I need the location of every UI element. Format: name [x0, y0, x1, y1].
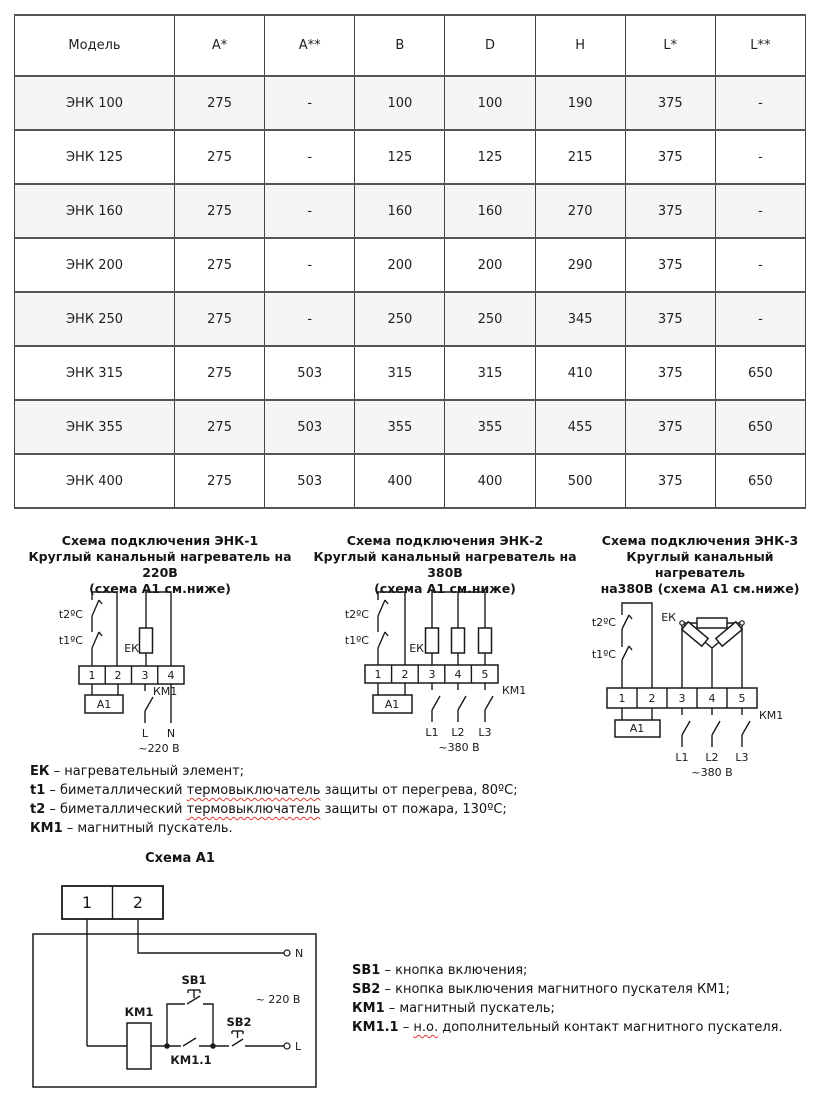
- value-cell: -: [265, 238, 355, 292]
- value-cell: 160: [445, 184, 535, 238]
- value-cell: 275: [175, 184, 265, 238]
- diagram2-title-line1: Схема подключения ЭНК-2: [346, 533, 544, 548]
- value-cell: 503: [265, 454, 355, 508]
- terminal-block: [365, 665, 498, 683]
- a1-module: [615, 708, 660, 737]
- terminal-block: [79, 666, 184, 684]
- legend-term: КМ1.1: [352, 1020, 399, 1035]
- terminal-5: 5: [481, 668, 489, 681]
- km1-contacts: [432, 683, 526, 722]
- value-cell: -: [265, 184, 355, 238]
- legend-term: КМ1: [352, 1001, 385, 1016]
- table-row: [15, 292, 806, 346]
- km1-label: КМ1: [502, 684, 527, 697]
- a1-label: А1: [629, 722, 645, 735]
- t2-label: t2ºC: [591, 616, 616, 629]
- value-cell: 500: [535, 454, 625, 508]
- value-cell: -: [715, 130, 805, 184]
- model-cell: ЭНК 160: [15, 184, 175, 238]
- value-cell: 375: [625, 238, 715, 292]
- value-cell: 160: [355, 184, 445, 238]
- value-cell: 125: [355, 130, 445, 184]
- terminal-3: 3: [678, 692, 686, 705]
- heater-legend: [30, 762, 550, 838]
- neutral-n-label: N: [166, 727, 176, 740]
- diagram2-title-line2: Круглый канальный нагреватель на 380В: [313, 549, 577, 580]
- a1-label: А1: [384, 698, 400, 711]
- value-cell: 650: [715, 400, 805, 454]
- phase-l2-label: L2: [705, 751, 719, 764]
- column-header: D: [445, 15, 535, 76]
- legend-term: t2: [30, 802, 46, 817]
- value-cell: -: [715, 238, 805, 292]
- heater-branch: [409, 592, 491, 665]
- value-cell: 275: [175, 292, 265, 346]
- t2-switch-icon: [622, 615, 632, 629]
- heater-delta-branch: [661, 611, 744, 688]
- value-cell: 315: [355, 346, 445, 400]
- diagram3-title-line2: Круглый канальный нагреватель: [626, 549, 774, 580]
- value-cell: 375: [625, 184, 715, 238]
- value-cell: 290: [535, 238, 625, 292]
- model-cell: ЭНК 125: [15, 130, 175, 184]
- diagram3-title-line1: Схема подключения ЭНК-3: [601, 533, 799, 548]
- phase-l-label: L: [141, 727, 149, 740]
- t2-switch-icon: [378, 600, 388, 616]
- km1-contacts: [682, 708, 783, 747]
- legend-term: ЕК: [30, 764, 50, 779]
- heater-resistor-icon: [697, 618, 727, 628]
- phase-l1-label: L1: [425, 726, 439, 739]
- model-cell: ЭНК 200: [15, 238, 175, 292]
- neutral-n-label: N: [295, 947, 304, 960]
- terminal-2: 2: [401, 668, 409, 681]
- heater-resistor-icon: [426, 628, 439, 653]
- t1-label: t1ºC: [591, 648, 616, 661]
- t1-switch-icon: [378, 632, 388, 648]
- value-cell: -: [715, 76, 805, 130]
- table-row: [15, 400, 806, 454]
- value-cell: 270: [535, 184, 625, 238]
- terminal-1: 1: [374, 668, 382, 681]
- terminal-block: [607, 688, 757, 708]
- column-header: A*: [175, 15, 265, 76]
- value-cell: 200: [355, 238, 445, 292]
- sb2-label: SB2: [226, 1015, 252, 1029]
- legend-term: КМ1: [30, 821, 63, 836]
- value-cell: 503: [265, 400, 355, 454]
- model-cell: ЭНК 100: [15, 76, 175, 130]
- n-terminal-icon: [284, 950, 290, 956]
- legend-term: SB2: [352, 982, 381, 997]
- a1-label: А1: [96, 698, 112, 711]
- terminal-1: 1: [618, 692, 626, 705]
- value-cell: -: [265, 130, 355, 184]
- value-cell: 190: [535, 76, 625, 130]
- column-header: Модель: [15, 15, 175, 76]
- t1-label: t1ºC: [344, 634, 369, 647]
- diagram2-title-line3: (схема А1 см.ниже): [374, 581, 516, 596]
- value-cell: 355: [445, 400, 535, 454]
- table-row: [15, 130, 806, 184]
- a1-module: [373, 683, 412, 713]
- t1-switch-icon: [622, 646, 632, 660]
- value-cell: 275: [175, 76, 265, 130]
- column-header: H: [535, 15, 625, 76]
- diagram3-circuit: [585, 585, 820, 790]
- header-row: [15, 15, 806, 76]
- thermal-switch-branch: [59, 592, 117, 666]
- voltage-label: ~380 В: [691, 766, 733, 779]
- value-cell: 125: [445, 130, 535, 184]
- thermal-switch-branch: [345, 592, 405, 665]
- thermal-switch-branch: [592, 603, 652, 688]
- column-header: B: [355, 15, 445, 76]
- table-row: [15, 238, 806, 292]
- value-cell: 275: [175, 400, 265, 454]
- scheme-a1-title: Схема А1: [145, 851, 215, 866]
- a1-legend: [352, 961, 814, 1037]
- diagram1-title-line2: Круглый канальный нагреватель на 220В: [28, 549, 292, 580]
- km1-label: КМ1: [124, 1005, 154, 1019]
- phase-l3-label: L3: [478, 726, 492, 739]
- value-cell: 455: [535, 400, 625, 454]
- phase-l1-label: L1: [675, 751, 689, 764]
- t1-switch-icon: [92, 632, 102, 648]
- legend-line: КМ1 – магнитный пускатель;: [352, 1001, 555, 1016]
- terminal-1: 1: [88, 669, 96, 682]
- table-row: [15, 184, 806, 238]
- voltage-label: ~380 В: [438, 741, 480, 754]
- ek-label: ЕК: [124, 642, 139, 655]
- km1-contact: [145, 684, 177, 723]
- t1-label: t1ºC: [58, 634, 83, 647]
- value-cell: 410: [535, 346, 625, 400]
- voltage-label: ~220 В: [138, 742, 180, 755]
- voltage-label: ~ 220 В: [255, 993, 301, 1006]
- misspelled-word: термовыключатель: [186, 802, 321, 817]
- t2-label: t2ºC: [344, 608, 369, 621]
- value-cell: 250: [355, 292, 445, 346]
- value-cell: 650: [715, 454, 805, 508]
- a1-module: [85, 684, 123, 713]
- value-cell: 215: [535, 130, 625, 184]
- diagram3-title-line3: на380В (схема А1 см.ниже): [600, 581, 800, 596]
- terminal-2: 2: [114, 669, 122, 682]
- terminal-5: 5: [738, 692, 746, 705]
- legend-term: SB1: [352, 963, 381, 978]
- terminal-3: 3: [428, 668, 436, 681]
- value-cell: -: [715, 184, 805, 238]
- terminal-4: 4: [708, 692, 716, 705]
- km11-label: КМ1.1: [170, 1053, 212, 1067]
- misspelled-word: н.о.: [413, 1020, 439, 1035]
- value-cell: 375: [625, 292, 715, 346]
- legend-line: КМ1 – магнитный пускатель.: [30, 821, 233, 836]
- terminal-4: 4: [167, 669, 175, 682]
- km1-coil-icon: [127, 1023, 151, 1069]
- diagram1-circuit: [20, 580, 300, 760]
- legend-line: ЕК – нагревательный элемент;: [30, 764, 245, 779]
- value-cell: 275: [175, 346, 265, 400]
- value-cell: 315: [445, 346, 535, 400]
- value-cell: 375: [625, 400, 715, 454]
- legend-line: t1 – биметаллический термовыключатель защиты от перегрева, 80ºС;: [30, 783, 518, 798]
- terminal-3: 3: [141, 669, 149, 682]
- terminal-2: 2: [648, 692, 656, 705]
- legend-term: t1: [30, 783, 46, 798]
- heater-resistor-icon: [452, 628, 465, 653]
- l-terminal-icon: [284, 1043, 290, 1049]
- value-cell: 375: [625, 346, 715, 400]
- model-cell: ЭНК 315: [15, 346, 175, 400]
- diagram1-title-line3: (схема А1 см.ниже): [89, 581, 231, 596]
- t2-switch-icon: [92, 600, 102, 616]
- model-cell: ЭНК 355: [15, 400, 175, 454]
- value-cell: -: [265, 76, 355, 130]
- value-cell: -: [715, 292, 805, 346]
- model-cell: ЭНК 400: [15, 454, 175, 508]
- model-cell: ЭНК 250: [15, 292, 175, 346]
- table-row: [15, 76, 806, 130]
- legend-line: t2 – биметаллический термовыключатель защиты от пожара, 130ºС;: [30, 802, 507, 817]
- value-cell: 375: [625, 130, 715, 184]
- value-cell: 200: [445, 238, 535, 292]
- phase-l2-label: L2: [451, 726, 465, 739]
- legend-line: КМ1.1 – н.о. дополнительный контакт магнитного пускателя.: [352, 1020, 783, 1035]
- phase-l-label: L: [295, 1040, 302, 1053]
- sb1-label: SB1: [181, 973, 207, 987]
- terminal-2: 2: [132, 893, 144, 912]
- terminal-4: 4: [454, 668, 462, 681]
- km1-label: КМ1: [153, 685, 178, 698]
- value-cell: 275: [175, 238, 265, 292]
- heater-branch: [124, 592, 171, 666]
- diagram1-title-line1: Схема подключения ЭНК-1: [61, 533, 259, 548]
- heater-resistor-icon: [479, 628, 492, 653]
- value-cell: 100: [355, 76, 445, 130]
- column-header: L*: [625, 15, 715, 76]
- legend-line: SB2 – кнопка выключения магнитного пускателя КМ1;: [352, 982, 731, 997]
- value-cell: 345: [535, 292, 625, 346]
- value-cell: 650: [715, 346, 805, 400]
- diagram2-circuit: [310, 580, 580, 760]
- misspelled-word: термовыключатель: [186, 783, 321, 798]
- ek-label: ЕК: [409, 642, 424, 655]
- legend-line: SB1 – кнопка включения;: [352, 963, 528, 978]
- column-header: L**: [715, 15, 805, 76]
- value-cell: 355: [355, 400, 445, 454]
- value-cell: 400: [445, 454, 535, 508]
- km1-label: КМ1: [759, 709, 784, 722]
- column-header: A**: [265, 15, 355, 76]
- terminal-block: [62, 886, 163, 919]
- value-cell: 375: [625, 454, 715, 508]
- ek-label: ЕК: [661, 611, 676, 624]
- heater-resistor-icon: [140, 628, 153, 653]
- value-cell: 275: [175, 130, 265, 184]
- value-cell: 503: [265, 346, 355, 400]
- phase-l3-label: L3: [735, 751, 749, 764]
- value-cell: 275: [175, 454, 265, 508]
- terminal-1: 1: [81, 893, 93, 912]
- value-cell: 400: [355, 454, 445, 508]
- t2-label: t2ºC: [58, 608, 83, 621]
- value-cell: 250: [445, 292, 535, 346]
- scheme-a1-circuit: [20, 875, 350, 1095]
- value-cell: 375: [625, 76, 715, 130]
- dimensions-table: [14, 14, 806, 509]
- table-row: [15, 454, 806, 508]
- table-row: [15, 346, 806, 400]
- value-cell: -: [265, 292, 355, 346]
- value-cell: 100: [445, 76, 535, 130]
